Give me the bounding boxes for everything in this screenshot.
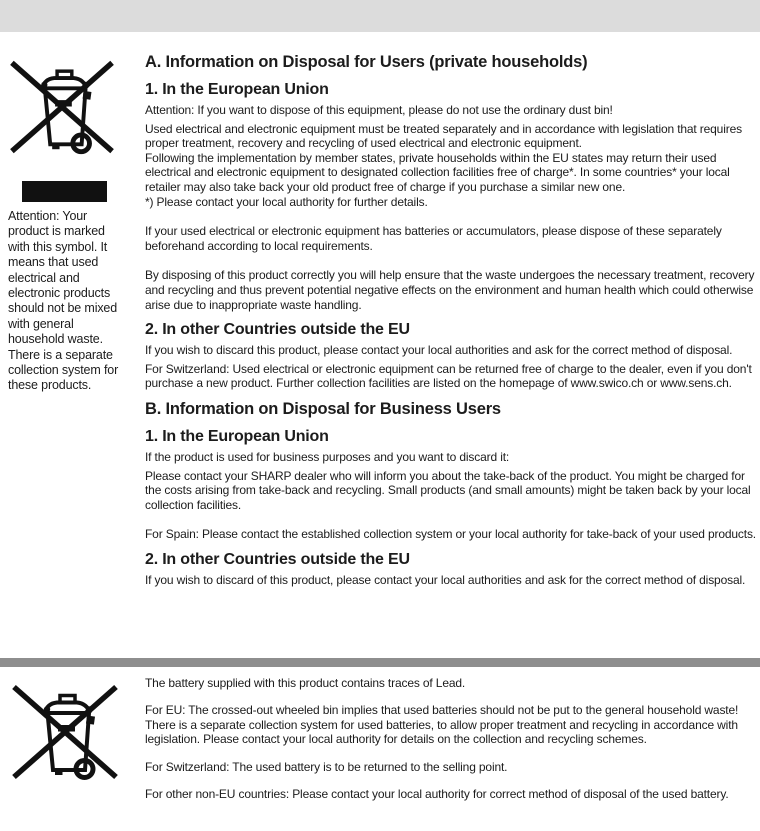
battery-info-content (145, 672, 758, 801)
section-heading: 1. In the European Union (145, 427, 329, 445)
paragraph: For Switzerland: The used battery is to be returned to the selling point. (145, 759, 508, 774)
sidebar-caption: Attention: Your product is marked with this symbol. It means that used electrical and electronic products should not be mixed with general household waste. There is a separate collection system for these products. (8, 209, 119, 393)
section-divider-bar (0, 658, 760, 667)
battery-crossed-out-wheeled-bin-icon (10, 676, 120, 788)
disposal-info-content (145, 53, 758, 587)
paragraph: For Switzerland: Used electrical or electronic equipment can be returned free of charge to the dealer, even if you don't purchase a new product. Further collection facilities are listed on the homepage of www.swico.ch or www.sens.ch. (145, 361, 752, 391)
section-heading: B. Information on Disposal for Business Users (145, 399, 501, 418)
paragraph: Following the implementation by member states, private households within the EU states may return their used electrical and electronic equipment to designated collection facilities free of charge*. In some countries* your local retailer may also take back your old product free of charge if you purchase a similar new one. (145, 150, 730, 194)
paragraph: If you wish to discard of this product, please contact your local authorities and ask for the correct method of disposal. (145, 572, 746, 587)
section-heading: 2. In other Countries outside the EU (145, 321, 410, 339)
paragraph: Used electrical and electronic equipment must be treated separately and in accordance with legislation that requires proper treatment, recovery and recycling of used electrical and electronic equipment. (145, 121, 742, 151)
paragraph: Please contact your SHARP dealer who will inform you about the take-back of the product. You might be charged for the costs arising from take-back and recycling. Small products (and small amounts) might be taken back by your local collection facilities. (145, 468, 751, 512)
section-heading: 1. In the European Union (145, 81, 329, 98)
paragraph: Attention: If you want to dispose of this equipment, please do not use the ordinary dust bin! (145, 103, 613, 117)
paragraph: If you wish to discard this product, please contact your local authorities and ask for the correct method of disposal. (145, 343, 733, 358)
top-gray-bar (0, 0, 760, 32)
paragraph: For EU: The crossed-out wheeled bin implies that used batteries should not be put to the general household waste! There is a separate collection system for used batteries, to allow proper treatment and recycling in accordance with legislation. Please contact your local authority for details on the collection and recycling schemes. (145, 703, 739, 747)
paragraph: For other non-EU countries: Please contact your local authority for correct method of disposal of the used battery. (145, 787, 729, 802)
section-heading: A. Information on Disposal for Users (private households) (145, 53, 588, 71)
paragraph: By disposing of this product correctly you will help ensure that the waste undergoes the necessary treatment, recovery and recycling and thus prevent potential negative effects on the environment and human health which could otherwise arise due to inappropriate waste handling. (145, 268, 755, 312)
paragraph: The battery supplied with this product contains traces of Lead. (145, 676, 466, 690)
weee-black-bar-marking (22, 181, 107, 202)
paragraph: For Spain: Please contact the established collection system or your local authority for take-back of your used products. (145, 527, 756, 542)
section-heading: 2. In other Countries outside the EU (145, 550, 410, 568)
paragraph: If your used electrical or electronic equipment has batteries or accumulators, please dispose of these separately beforehand according to local requirements. (145, 224, 722, 253)
paragraph: If the product is used for business purposes and you want to discard it: (145, 449, 510, 464)
crossed-out-wheeled-bin-icon (8, 56, 116, 158)
paragraph: *) Please contact your local authority for further details. (145, 194, 428, 209)
